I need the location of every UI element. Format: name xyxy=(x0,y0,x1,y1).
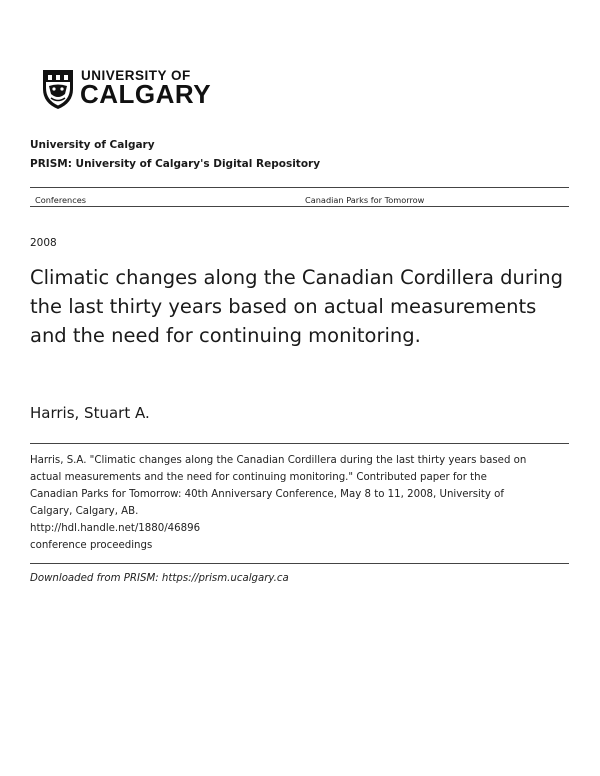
citation-line: actual measurements and the need for continuing monitoring." Contributed paper for the xyxy=(30,472,487,483)
downloaded-from-note: Downloaded from PRISM: https://prism.ucalgary.ca xyxy=(30,573,289,584)
document-type: conference proceedings xyxy=(30,540,153,551)
citation-block xyxy=(30,452,570,554)
repository-name: PRISM: University of Calgary's Digital Repository xyxy=(30,158,321,170)
logo-university-of: UNIVERSITY OF xyxy=(81,68,191,83)
university-logo xyxy=(40,67,210,113)
category-top-divider xyxy=(30,187,569,188)
citation-line: Harris, S.A. "Climatic changes along the Canadian Cordillera during the last thirty years based on xyxy=(30,455,527,466)
institution-name: University of Calgary xyxy=(30,139,155,151)
category-conferences[interactable]: Conferences xyxy=(35,195,87,205)
publication-year: 2008 xyxy=(30,237,57,249)
document-title: Climatic changes along the Canadian Cordillera during the last thirty years based on actual measurements and the need for continuing monitoring. xyxy=(30,266,564,347)
category-canadian-parks[interactable]: Canadian Parks for Tomorrow xyxy=(305,195,425,205)
category-bottom-divider xyxy=(30,206,569,207)
handle-link[interactable]: http://hdl.handle.net/1880/46896 xyxy=(30,523,201,534)
citation-bottom-divider xyxy=(30,563,569,564)
citation-line: Calgary, Calgary, AB. xyxy=(30,506,139,517)
citation-line: Canadian Parks for Tomorrow: 40th Anniversary Conference, May 8 to 11, 2008, University of xyxy=(30,489,504,500)
logo-calgary: CALGARY xyxy=(80,79,212,109)
university-crest-icon xyxy=(40,67,76,111)
author-name[interactable]: Harris, Stuart A. xyxy=(30,404,150,422)
citation-top-divider xyxy=(30,443,569,444)
